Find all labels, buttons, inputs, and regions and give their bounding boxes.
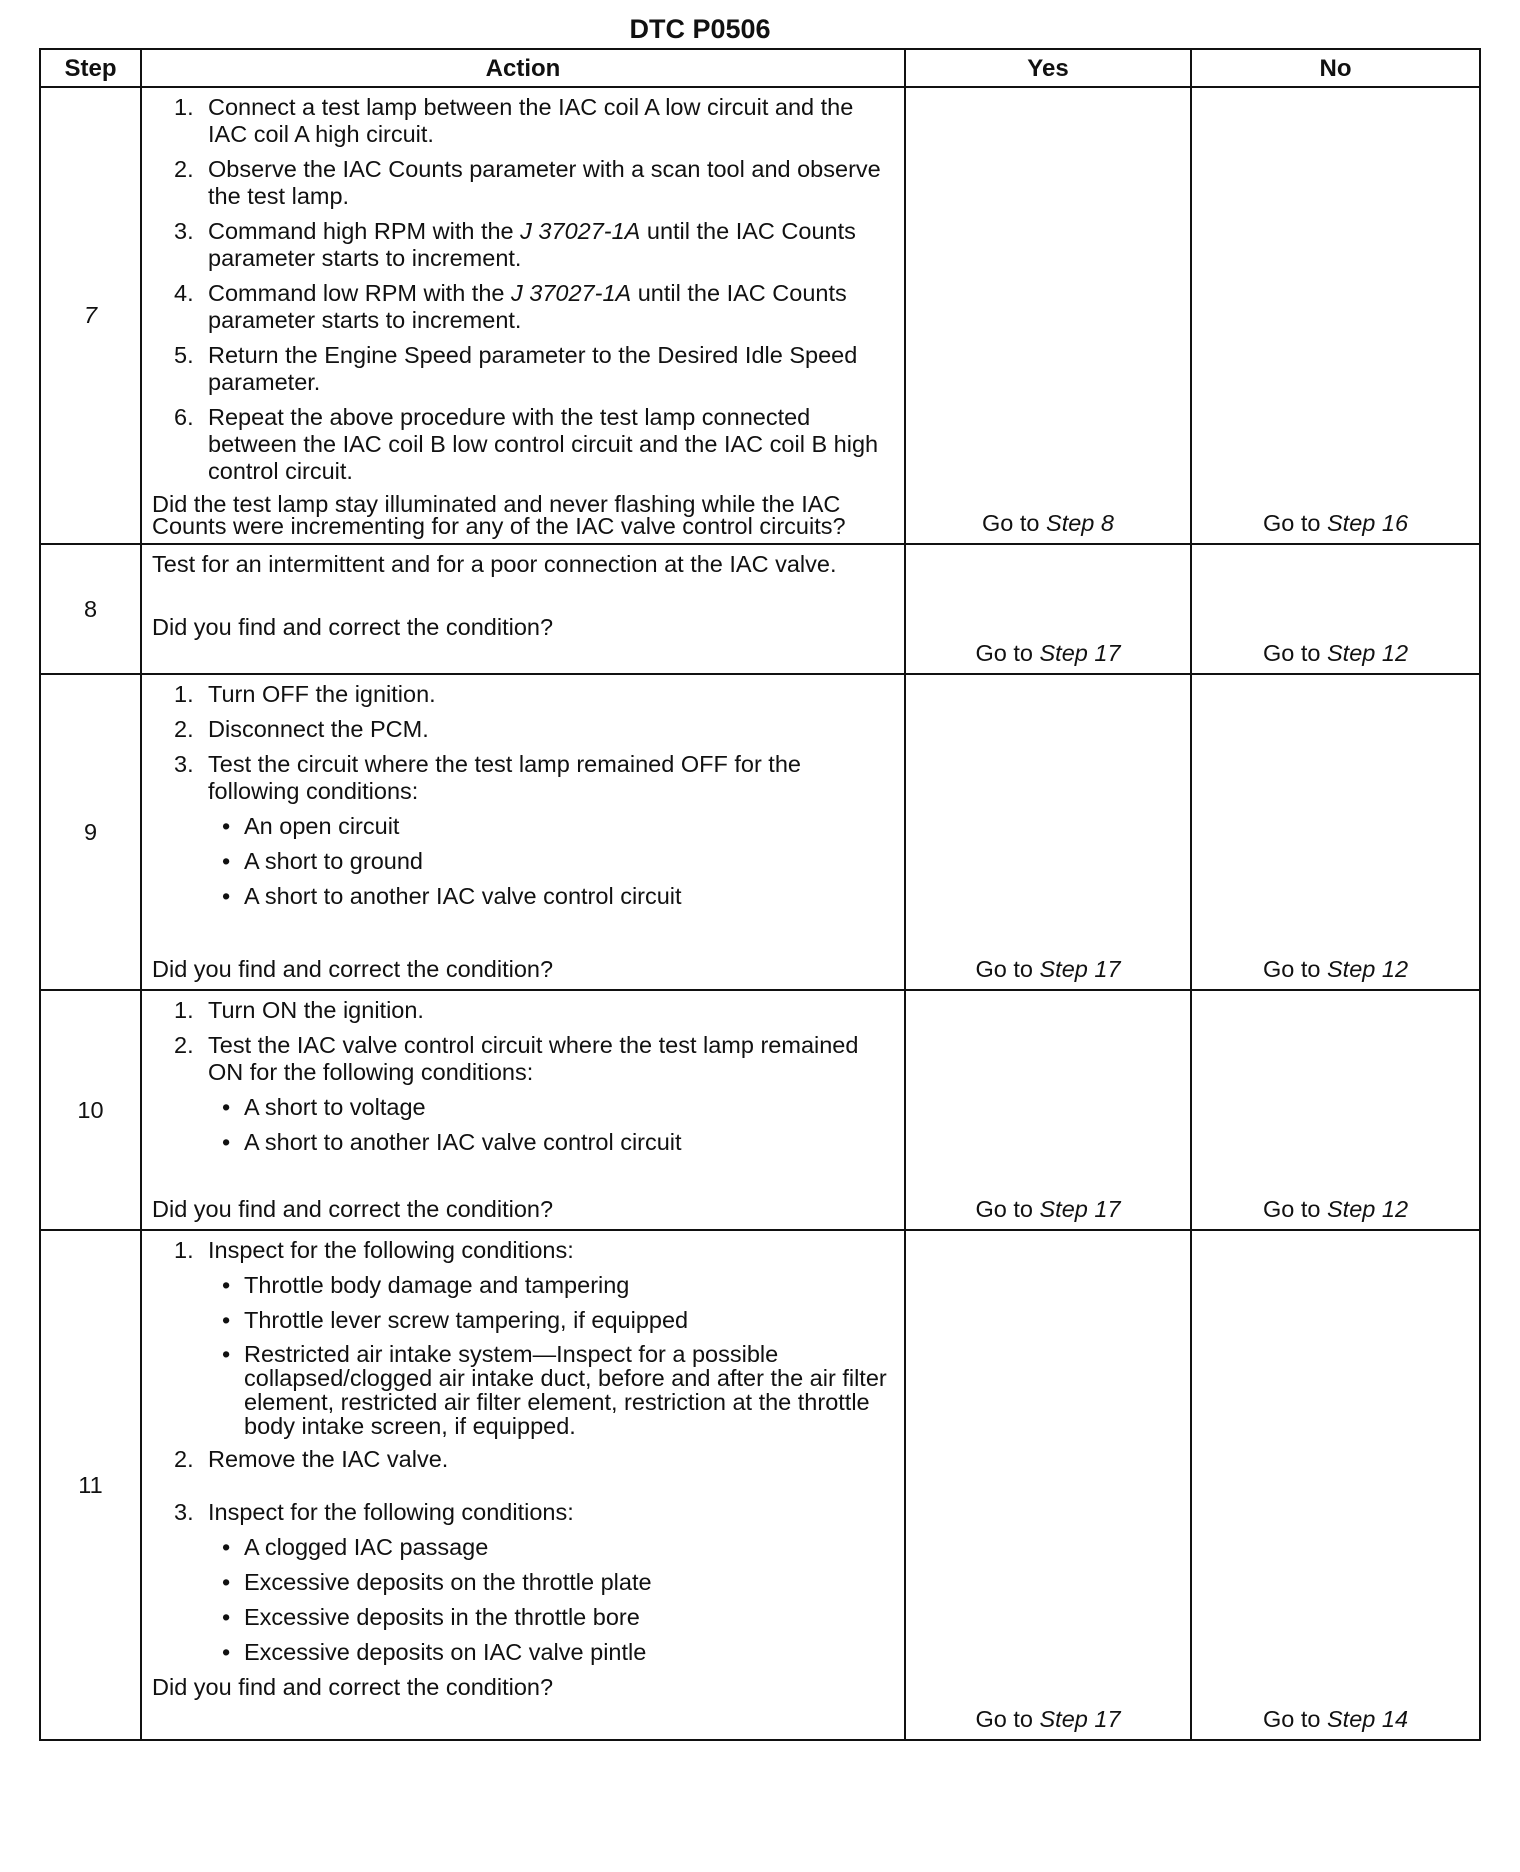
condition-list (208, 813, 892, 910)
procedure-list (152, 94, 892, 485)
question-text: Did you find and correct the condition? (152, 1674, 554, 1700)
tool-reference: J 37027-1A (511, 280, 632, 306)
item-text: Inspect for the following conditions: (208, 1237, 574, 1263)
bullet-item (208, 1307, 892, 1334)
goto-prefix: Go to (975, 640, 1033, 666)
goto-prefix: Go to (982, 510, 1040, 536)
bullet-icon: • (222, 1639, 231, 1665)
step-number: 11 (40, 1230, 141, 1740)
bullet-icon: • (222, 1341, 231, 1367)
bullet-item (208, 1094, 892, 1121)
item-number: 3. (174, 1499, 194, 1525)
bullet-text: Restricted air intake system—Inspect for a possible collapsed/clogged air intake duct, before and after the air filter element, restricted air filter element, restriction at the throttle body intake screen, if equipped. (244, 1341, 887, 1439)
bullet-item (208, 1604, 892, 1631)
list-item (152, 997, 892, 1024)
document-title: DTC P0506 (629, 14, 771, 44)
item-text: Remove the IAC valve. (208, 1446, 449, 1472)
no-target-link[interactable]: Step 12 (1327, 956, 1409, 982)
list-item (152, 218, 892, 272)
header-no: No (1191, 49, 1480, 87)
item-number: 6. (174, 404, 194, 430)
bullet-icon: • (222, 1129, 231, 1155)
step-number: 8 (40, 544, 141, 674)
item-number: 5. (174, 342, 194, 368)
bullet-icon: • (222, 883, 231, 909)
item-number: 1. (174, 997, 194, 1023)
header-yes: Yes (905, 49, 1191, 87)
list-item (152, 716, 892, 743)
bullet-item (208, 883, 892, 910)
item-text: Test the IAC valve control circuit where the test lamp remained ON for the following conditions: (208, 1032, 859, 1085)
action-cell (141, 87, 905, 544)
action-cell (141, 544, 905, 674)
condition-list (208, 1534, 892, 1666)
bullet-icon: • (222, 1569, 231, 1595)
header-action: Action (141, 49, 905, 87)
bullet-icon: • (222, 813, 231, 839)
item-number: 2. (174, 156, 194, 182)
no-target-link[interactable]: Step 12 (1327, 640, 1409, 666)
no-cell (1191, 990, 1480, 1230)
bullet-item (208, 1342, 892, 1438)
step-number: 9 (40, 674, 141, 990)
no-target-link[interactable]: Step 14 (1327, 1706, 1409, 1732)
item-text: Turn ON the ignition. (208, 997, 424, 1023)
question-text: Did the test lamp stay illuminated and never flashing while the IAC Counts were incrementing for any of the IAC valve control circuits? (152, 491, 846, 539)
bullet-icon: • (222, 1534, 231, 1560)
item-text: Repeat the above procedure with the test lamp connected between the IAC coil B low control circuit and the IAC coil B high control circuit. (208, 404, 879, 484)
bullet-icon: • (222, 1272, 231, 1298)
bullet-text: Excessive deposits on the throttle plate (244, 1569, 652, 1595)
bullet-text: Excessive deposits in the throttle bore (244, 1604, 640, 1630)
item-text: Command low RPM with the (208, 280, 511, 306)
no-cell (1191, 87, 1480, 544)
yes-target-link[interactable]: Step 17 (1039, 1706, 1121, 1732)
list-item (152, 1237, 892, 1438)
list-item (152, 1446, 892, 1473)
item-text: until the IAC Counts parameter starts to increment. (208, 218, 856, 271)
yes-cell (905, 990, 1191, 1230)
list-item (152, 1032, 892, 1156)
question-text: Did you find and correct the condition? (152, 1196, 554, 1222)
table-row-step-8 (40, 544, 1480, 674)
bullet-item (208, 848, 892, 875)
tool-reference: J 37027-1A (520, 218, 641, 244)
list-item (152, 94, 892, 148)
yes-cell (905, 87, 1191, 544)
no-target-link[interactable]: Step 16 (1327, 510, 1409, 536)
step-number: 10 (40, 990, 141, 1230)
action-cell (141, 1230, 905, 1740)
item-number: 1. (174, 681, 194, 707)
bullet-text: Excessive deposits on IAC valve pintle (244, 1639, 647, 1665)
header-step: Step (40, 49, 141, 87)
bullet-text: Throttle lever screw tampering, if equipped (244, 1307, 689, 1333)
goto-prefix: Go to (1262, 1706, 1321, 1732)
no-target-link[interactable]: Step 12 (1327, 1196, 1409, 1222)
goto-prefix: Go to (975, 956, 1033, 982)
item-number: 1. (174, 1237, 194, 1263)
action-cell (141, 674, 905, 990)
bullet-item (208, 1534, 892, 1561)
item-text: Observe the IAC Counts parameter with a scan tool and observe the test lamp. (208, 156, 881, 209)
bullet-text: Throttle body damage and tampering (244, 1272, 630, 1298)
table-row-step-10 (40, 990, 1480, 1230)
goto-prefix: Go to (1262, 1196, 1321, 1222)
no-cell (1191, 674, 1480, 990)
bullet-item (208, 813, 892, 840)
procedure-list (152, 1237, 892, 1666)
action-text: Test for an intermittent and for a poor connection at the IAC valve. (152, 551, 837, 577)
item-text: Test the circuit where the test lamp remained OFF for the following conditions: (208, 751, 801, 804)
bullet-icon: • (222, 1307, 231, 1333)
goto-prefix: Go to (1262, 956, 1321, 982)
yes-target-link[interactable]: Step 8 (1046, 510, 1114, 536)
action-cell (141, 990, 905, 1230)
yes-target-link[interactable]: Step 17 (1039, 1196, 1121, 1222)
item-number: 2. (174, 1032, 194, 1058)
header-row (40, 49, 1480, 87)
item-text: Inspect for the following conditions: (208, 1499, 574, 1525)
list-item (152, 751, 892, 910)
item-number: 2. (174, 1446, 194, 1472)
condition-list (208, 1272, 892, 1438)
no-cell (1191, 1230, 1480, 1740)
item-text: Connect a test lamp between the IAC coil A low circuit and the IAC coil A high circuit. (208, 94, 854, 147)
item-number: 2. (174, 716, 194, 742)
yes-cell (905, 544, 1191, 674)
bullet-text: A clogged IAC passage (244, 1534, 489, 1560)
item-number: 1. (174, 94, 194, 120)
yes-target-link[interactable]: Step 17 (1039, 956, 1121, 982)
no-cell (1191, 544, 1480, 674)
goto-prefix: Go to (975, 1706, 1033, 1732)
bullet-text: A short to another IAC valve control circuit (244, 883, 682, 909)
question-text: Did you find and correct the condition? (152, 956, 554, 982)
bullet-item (208, 1272, 892, 1299)
procedure-list (152, 997, 892, 1156)
table-row-step-11 (40, 1230, 1480, 1740)
bullet-item (208, 1639, 892, 1666)
bullet-icon: • (222, 1094, 231, 1120)
bullet-icon: • (222, 848, 231, 874)
yes-cell (905, 674, 1191, 990)
goto-prefix: Go to (1262, 640, 1321, 666)
condition-list (208, 1094, 892, 1156)
table-row-step-7 (40, 87, 1480, 544)
yes-cell (905, 1230, 1191, 1740)
item-number: 3. (174, 751, 194, 777)
item-number: 4. (174, 280, 194, 306)
list-item (152, 280, 892, 334)
bullet-item (208, 1569, 892, 1596)
list-item (152, 156, 892, 210)
item-text: Return the Engine Speed parameter to the Desired Idle Speed parameter. (208, 342, 858, 395)
procedure-list (152, 681, 892, 910)
list-item (152, 342, 892, 396)
list-item (152, 681, 892, 708)
bullet-text: A short to voltage (244, 1094, 426, 1120)
item-text: Command high RPM with the (208, 218, 521, 244)
bullet-text: A short to ground (244, 848, 423, 874)
dtc-table (39, 48, 1481, 1741)
item-number: 3. (174, 218, 194, 244)
item-text: Turn OFF the ignition. (208, 681, 436, 707)
bullet-item (208, 1129, 892, 1156)
goto-prefix: Go to (1262, 510, 1321, 536)
list-item (152, 1499, 892, 1666)
item-text: Disconnect the PCM. (208, 716, 429, 742)
yes-target-link[interactable]: Step 17 (1039, 640, 1121, 666)
goto-prefix: Go to (975, 1196, 1033, 1222)
question-text: Did you find and correct the condition? (152, 614, 554, 640)
table-row-step-9 (40, 674, 1480, 990)
list-item (152, 404, 892, 485)
step-number: 7 (40, 87, 141, 544)
bullet-icon: • (222, 1604, 231, 1630)
item-text: until the IAC Counts parameter starts to increment. (208, 280, 847, 333)
bullet-text: A short to another IAC valve control circuit (244, 1129, 682, 1155)
bullet-text: An open circuit (244, 813, 400, 839)
